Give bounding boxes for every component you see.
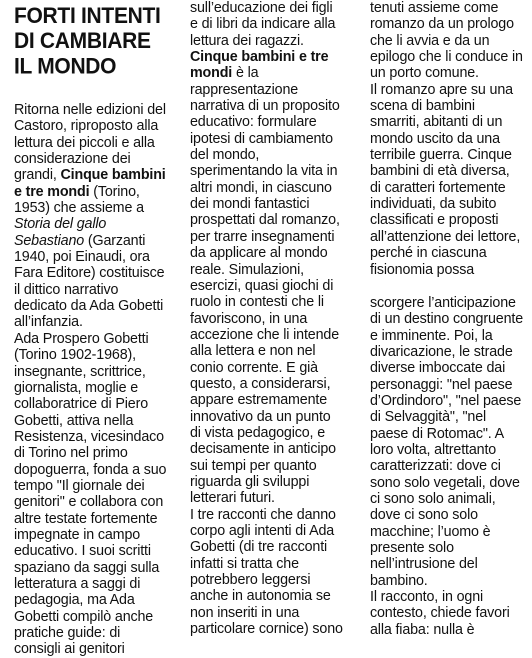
text-line: presente solo xyxy=(370,540,454,556)
text-line: tempo "Il giornale dei xyxy=(14,477,145,494)
text-line: grandi, Cinque bambini xyxy=(14,167,166,184)
text-line: ci sono solo animali, xyxy=(370,490,496,507)
text-line: altre testate fortemente xyxy=(14,510,158,527)
text-line: Castoro, riproposto alla xyxy=(14,118,159,135)
text-line: lettura dei piccoli e alla xyxy=(14,134,155,151)
text-line: decisamente in anticipo xyxy=(190,441,336,458)
text-line: consigli ai genitori xyxy=(14,641,125,658)
text-line: Gobetti, attiva nella xyxy=(14,412,134,429)
text-line: di caratteri fortemente xyxy=(370,179,506,196)
text-line: letterari futuri. xyxy=(190,490,275,507)
text-line: lettura dei ragazzi. xyxy=(190,32,304,49)
text-line: dei mondi fantastici xyxy=(190,196,310,213)
column-1 xyxy=(14,0,190,658)
text-line: prospettati dal romanzo, xyxy=(190,212,340,229)
column-3-bottom-body xyxy=(370,295,530,638)
text-line: loro volta, altrettanto xyxy=(370,441,497,458)
text-line: accezione che li intende xyxy=(190,326,340,343)
text-line: riguarda gli sviluppi xyxy=(190,473,310,490)
text-line: del mondo, xyxy=(190,147,260,164)
text-line: impegnate in campo xyxy=(14,526,141,543)
text-line: classificati e proposti xyxy=(370,212,499,229)
text-line: scorgere l’anticipazione xyxy=(370,294,516,311)
text-line: questo, a considerarsi, xyxy=(190,375,331,392)
text-line: reale. Simulazioni, xyxy=(190,261,304,278)
text-line: altri mondi, in ciascuno xyxy=(190,179,332,196)
text-line: I tre racconti che danno xyxy=(190,506,336,523)
text-line: perché in ciascuna xyxy=(370,245,487,262)
text-line: tenuti assieme come xyxy=(370,0,499,16)
text-line xyxy=(14,216,190,232)
text-line: all’infanzia. xyxy=(14,314,83,331)
bold-text: Cinque bambini xyxy=(60,167,166,184)
text-line: alla lettera e non nel xyxy=(190,343,316,360)
text-line: epilogo che li conduce in xyxy=(370,49,523,66)
text-line: bambino. xyxy=(370,572,428,589)
text-line: anche in autonomia se xyxy=(190,588,331,605)
text-line: insegnante, scrittrice, xyxy=(14,363,146,380)
text-line: non inseriti in una xyxy=(190,604,300,621)
text-line: infatti si tratta che xyxy=(190,555,299,572)
text-line: personaggi: "nel paese xyxy=(370,376,513,393)
text-line: da applicare al mondo xyxy=(190,245,328,262)
text-line: conio corrente. E già xyxy=(190,359,318,376)
text-line: ruolo in contesti che li xyxy=(190,294,324,311)
text-line: d’Ordindoro", "nel paese xyxy=(370,392,522,409)
article-headline xyxy=(14,4,190,80)
text-line: dopoguerra, fonda a suo xyxy=(14,461,167,478)
text-line: individuati, da subito xyxy=(370,196,497,213)
text-line: il dittico narrativo xyxy=(14,281,119,298)
text-line: e imminente. Poi, la xyxy=(370,327,493,344)
text-line: rappresentazione xyxy=(190,81,299,98)
text-line: pratiche guide: di xyxy=(14,625,121,641)
column-2 xyxy=(190,0,368,637)
text-line: narrativa di un proposito xyxy=(190,98,340,115)
text-line: corpo agli intenti di Ada xyxy=(190,523,335,539)
text-line: sperimentando la vita in xyxy=(190,163,338,180)
text-line: appare estremamente xyxy=(190,392,328,409)
text-line: sull’educazione dei figli xyxy=(190,0,333,16)
text-line: Gobetti compilò anche xyxy=(14,608,154,625)
text-line: nell’intrusione del xyxy=(370,556,478,573)
text-line: Ada Prospero Gobetti xyxy=(14,330,149,347)
text-line: per trarre insegnamenti xyxy=(190,228,335,245)
headline-line: DI CAMBIARE xyxy=(14,29,151,54)
text-line: innovativo da un punto xyxy=(190,408,331,425)
text-line: letteratura a saggi di xyxy=(14,575,141,592)
text-line: scena di bambini xyxy=(370,98,475,115)
text-line: mondo uscito da una xyxy=(370,130,500,147)
text-line: di Torino nel primo xyxy=(14,445,128,462)
text-line: smarriti, abitanti di un xyxy=(370,114,503,131)
text-line: Ritorna nelle edizioni del xyxy=(14,102,166,118)
text-line: 1953) che assieme a xyxy=(14,200,144,217)
text-line: alla fiaba: nulla è xyxy=(370,621,475,638)
text-line: 1940, poi Einaudi, ora xyxy=(14,249,150,266)
column-1-body xyxy=(14,102,190,658)
text-line: genitori" e collabora con xyxy=(14,494,164,511)
text-line: paese di Rotomac". A xyxy=(370,425,505,442)
bold-text: e tre mondi xyxy=(14,183,90,200)
text-line: (Torino 1902-1968), xyxy=(14,347,136,364)
text-line: romanzo da un prologo xyxy=(370,16,514,33)
text-line: esercizi, quasi giochi di xyxy=(190,277,334,294)
headline-line: IL MONDO xyxy=(14,54,117,79)
text-line: pedagogia, ma Ada xyxy=(14,592,135,609)
text-line: divaricazione, le strade xyxy=(370,343,513,360)
text-line: e di libri da indicare alla xyxy=(190,16,336,33)
text-line xyxy=(190,49,368,65)
text-line: Il racconto, in ogni xyxy=(370,589,484,606)
italic-text: Storia del gallo xyxy=(14,216,107,233)
text-line: bambini di età diversa, xyxy=(370,163,510,180)
bold-text: mondi xyxy=(190,65,233,82)
text-line: Resistenza, vicesindaco xyxy=(14,428,164,445)
text-line: sono solo vegetali, dove xyxy=(370,474,520,491)
text-line: Sebastiano (Garzanti xyxy=(14,232,146,249)
column-3 xyxy=(370,0,530,638)
text-line: ipotesi di cambiamento xyxy=(190,130,333,147)
text-line: di vista pedagogico, e xyxy=(190,424,325,441)
text-line: caratterizzati: dove ci xyxy=(370,458,501,475)
text-line: Fara Editore) costituisce xyxy=(14,265,165,282)
column-3-top-body xyxy=(370,0,530,278)
column-2-body xyxy=(190,0,368,637)
text-line: di un destino congruente xyxy=(370,311,523,328)
text-line: dove ci sono solo xyxy=(370,507,478,524)
text-line: particolare cornice) sono xyxy=(190,621,343,638)
text-line: Il romanzo apre su una xyxy=(370,81,513,98)
text-line: di Selvaggità", "nel xyxy=(370,409,487,426)
text-line: collaboratrice di Piero xyxy=(14,396,149,413)
text-line: favoriscono, in una xyxy=(190,310,308,327)
text-line: che li avvia e da un xyxy=(370,32,490,49)
text-line: mondi è la xyxy=(190,65,259,82)
text-line: diverse imboccate dai xyxy=(370,360,506,377)
text-line: e tre mondi (Torino, xyxy=(14,183,140,200)
headline-line: FORTI INTENTI xyxy=(14,4,161,29)
text-line: giornalista, moglie e xyxy=(14,379,139,396)
text-line: Gobetti (di tre racconti xyxy=(190,539,328,556)
text-line: dedicato da Ada Gobetti xyxy=(14,298,164,315)
text-line: all’attenzione dei lettore, xyxy=(370,228,521,245)
italic-text: Sebastiano xyxy=(14,232,85,249)
text-line: fisionomia possa xyxy=(370,261,475,278)
text-line: educativo. I suoi scritti xyxy=(14,543,151,560)
text-line: considerazione dei xyxy=(14,151,131,168)
text-line: contesto, chiede favori xyxy=(370,605,510,622)
text-line: un porto comune. xyxy=(370,65,479,82)
text-line: macchine; l’uomo è xyxy=(370,523,491,540)
text-line: educativo: formulare xyxy=(190,114,317,131)
text-line: spaziano da saggi sulla xyxy=(14,559,160,576)
text-line: potrebbero leggersi xyxy=(190,572,311,589)
text-line: terribile guerra. Cinque xyxy=(370,147,512,164)
bold-text: Cinque bambini e tre xyxy=(190,49,329,66)
text-line: sui tempi per quanto xyxy=(190,457,317,474)
